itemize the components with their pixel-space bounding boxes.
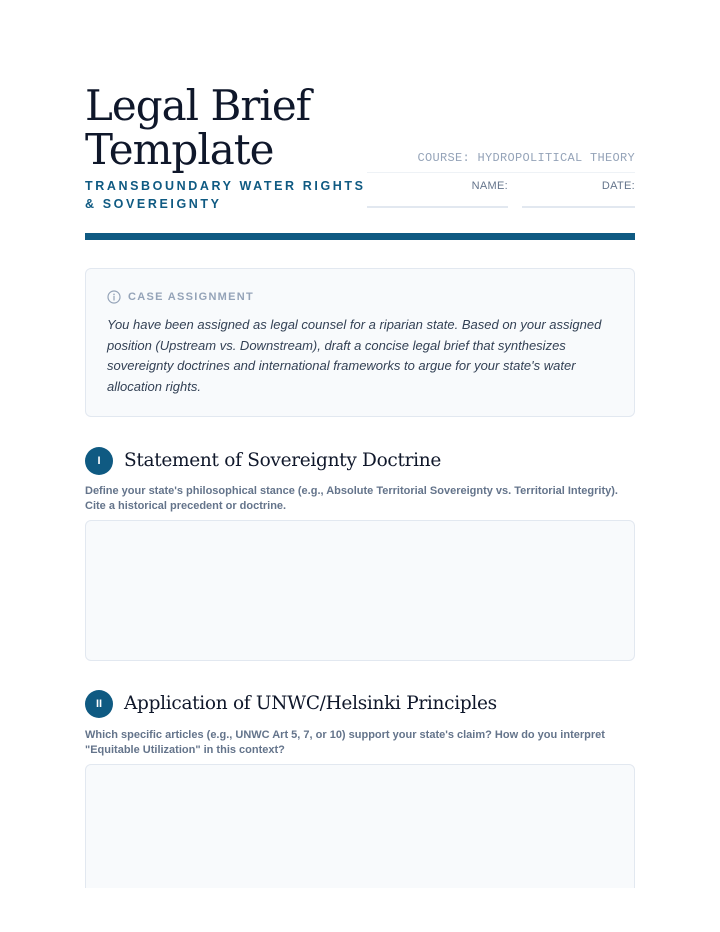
- case-assignment-box: [85, 268, 635, 417]
- case-assignment-label: CASE ASSIGNMENT: [128, 291, 255, 303]
- section-1-header: [85, 446, 441, 475]
- name-field[interactable]: [367, 180, 508, 208]
- page-subtitle: [85, 177, 375, 213]
- section-2-number-badge: II: [85, 690, 113, 718]
- section-1-number-badge: I: [85, 447, 113, 475]
- section-1-description: Define your state's philosophical stance (e.g., Absolute Territorial Sovereignty vs. Territorial Integrity). Cite a historical precedent or doctrine.: [85, 485, 618, 512]
- case-assignment-header: [107, 290, 254, 304]
- section-2-title: Application of UNWC/Helsinki Principles: [124, 693, 497, 714]
- date-field[interactable]: [522, 180, 635, 208]
- subtitle-line-1: TRANSBOUNDARY WATER RIGHTS: [85, 179, 366, 193]
- title-line-1: Legal Brief: [85, 81, 311, 130]
- name-label: NAME:: [471, 180, 508, 192]
- header-divider: [367, 172, 635, 173]
- section-1-title: Statement of Sovereignty Doctrine: [124, 450, 442, 471]
- course-label: COURSE: HYDROPOLITICAL THEORY: [417, 151, 635, 165]
- info-icon: [107, 290, 121, 304]
- case-assignment-text: You have been assigned as legal counsel for a riparian state. Based on your assigned position (Upstream vs. Downstream), draft a concise legal brief that synthesizes sovereignty doctrines and international frameworks to argue for your state's water allocation rights.: [107, 317, 602, 394]
- page-title: [85, 81, 311, 174]
- page-bottom-cutoff: [0, 888, 720, 932]
- title-line-2: Template: [85, 125, 274, 174]
- section-2-header: [85, 689, 497, 718]
- header-accent-rule: [85, 233, 635, 240]
- date-label: DATE:: [601, 180, 635, 192]
- subtitle-line-2: & SOVEREIGNTY: [85, 197, 222, 211]
- section-2-description: Which specific articles (e.g., UNWC Art 5, 7, or 10) support your state's claim? How do you interpret "Equitable Utilization" in this context?: [85, 729, 605, 756]
- section-1-answer-box[interactable]: [85, 520, 635, 661]
